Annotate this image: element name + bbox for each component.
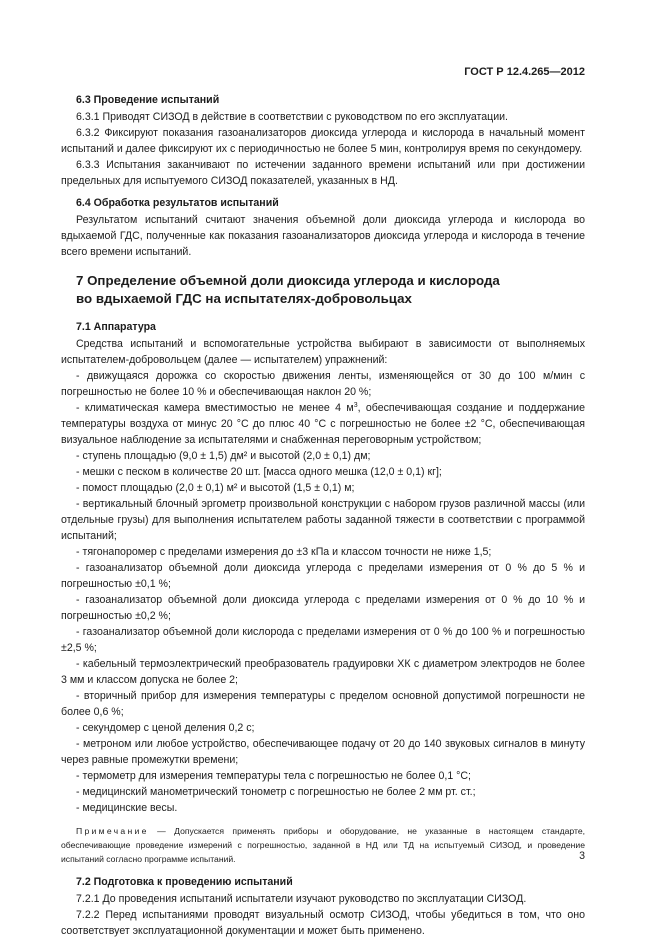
list-item: - вторичный прибор для измерения температуры с пределом основной допустимой погрешности не более 0,6 %; (61, 690, 585, 718)
list-item: - термометр для измерения температуры тела с погрешностью не более 0,1 °С; (76, 770, 472, 782)
list-item: - ступень площадью (9,0 ± 1,5) дм² и высотой (2,0 ± 0,1) дм; (76, 450, 371, 462)
paragraph-7-1-intro: Средства испытаний и вспомогательные устройства выбирают в зависимости от выполняемых испытателем-добровольцем (далее — испытателем) упражнений: (61, 338, 585, 366)
paragraph-7-2-2: 7.2.2 Перед испытаниями проводят визуальный осмотр СИЗОД, чтобы убедиться в том, что оно соответствует эксплуатационной документации и может быть применено. (61, 909, 585, 937)
paragraph-6-3-2: 6.3.2 Фиксируют показания газоанализаторов диоксида углерода и кислорода в начальный момент испытаний и далее фиксируют их с периодичностью не более 5 мин, контролируя время по секундомеру. (61, 127, 585, 155)
list-item: - метроном или любое устройство, обеспечивающее подачу от 20 до 140 звуковых сигналов в минуту через равные промежутки времени; (61, 738, 585, 766)
section-7-2-heading: 7.2 Подготовка к проведению испытаний (76, 876, 293, 888)
standard-code-header: ГОСТ Р 12.4.265—2012 (464, 66, 585, 78)
section-7-title-line-2: во вдыхаемой ГДС на испытателях-добровольцах (76, 291, 412, 306)
section-7-title (61, 272, 585, 308)
list-item: - газоанализатор объемной доли диоксида углерода с пределами измерения от 0 % до 10 % и погрешностью ±0,2 %; (61, 594, 585, 622)
list-item-climate-chamber (61, 400, 585, 448)
list-item: - вертикальный блочный эргометр произвольной конструкции с набором грузов различной массы (или отдельные грузы) для выполнения испытателем работы заданной тяжести в соответствии с программой испытаний; (61, 498, 585, 542)
climate-item-superscript: 3 (353, 402, 358, 409)
equipment-list (61, 368, 585, 816)
list-item: - газоанализатор объемной доли кислорода с пределами измерения от 0 % до 100 % и погрешностью ±2,5 %; (61, 626, 585, 654)
section-7-title-line-1: 7 Определение объемной доли диоксида углерода и кислорода (76, 273, 500, 288)
list-item: - газоанализатор объемной доли диоксида углерода с пределами измерения от 0 % до 5 % и погрешностью ±0,1 %; (61, 562, 585, 590)
climate-item-text-a: - климатическая камера вместимостью не менее 4 м (76, 402, 354, 414)
page-content (61, 92, 585, 939)
list-item: - движущаяся дорожка со скоростью движения ленты, изменяющейся от 30 до 100 м/мин с погрешностью не более 10 % и обеспечивающая наклон 20 %; (61, 370, 585, 398)
section-7-1-heading: 7.1 Аппаратура (76, 321, 156, 333)
paragraph-7-2-1: 7.2.1 До проведения испытаний испытатели изучают руководство по эксплуатации СИЗОД. (76, 893, 527, 905)
list-item: - тягонапоромер с пределами измерения до ±3 кПа и классом точности не ниже 1,5; (76, 546, 492, 558)
list-item: - мешки с песком в количестве 20 шт. [масса одного мешка (12,0 ± 0,1) кг]; (76, 466, 442, 478)
paragraph-6-3-3: 6.3.3 Испытания заканчивают по истечении заданного времени испытаний или при достижении предельных для испытуемого СИЗОД показателей, указанных в НД. (61, 159, 585, 187)
list-item: - медицинские весы. (76, 802, 178, 814)
list-item: - секундомер с ценой деления 0,2 с; (76, 722, 255, 734)
list-item: - медицинский манометрический тонометр с погрешностью не более 2 мм рт. ст.; (76, 786, 476, 798)
paragraph-6-3-1: 6.3.1 Приводят СИЗОД в действие в соответствии с руководством по его эксплуатации. (76, 111, 508, 123)
note-label: Примечание (76, 826, 149, 836)
list-item: - помост площадью (2,0 ± 0,1) м² и высотой (1,5 ± 0,1) м; (76, 482, 355, 494)
paragraph-6-4: Результатом испытаний считают значения объемной доли диоксида углерода и кислорода во вдыхаемой ГДС, полученные как показания газоанализаторов диоксида углерода и кислорода в течение всего времени испытаний. (61, 214, 585, 258)
section-6-4-heading: 6.4 Обработка результатов испытаний (76, 197, 279, 209)
list-item: - кабельный термоэлектрический преобразователь градуировки ХК с диаметром электродов не более 3 мм и классом допуска не более 2; (61, 658, 585, 686)
note (61, 824, 585, 866)
note-text: — Допускается применять приборы и оборудование, не указанные в настоящем стандарте, обеспечивающие проведение измерений с погрешностью, заданной в НД или ТД на испытуемый СИЗОД, и проведение испытаний согласно программе испытаний. (61, 826, 585, 864)
climate-item-text-b: , обеспечивающая создание и поддержание температуры воздуха от минус 20 °С до плюс 40 °С с погрешностью не более ±2 °С, обеспечивающая визуальное наблюдение за испытателями и снабженная переговорным устройством; (61, 402, 585, 446)
page-number: 3 (579, 850, 585, 862)
section-6-3-heading: 6.3 Проведение испытаний (76, 94, 220, 106)
